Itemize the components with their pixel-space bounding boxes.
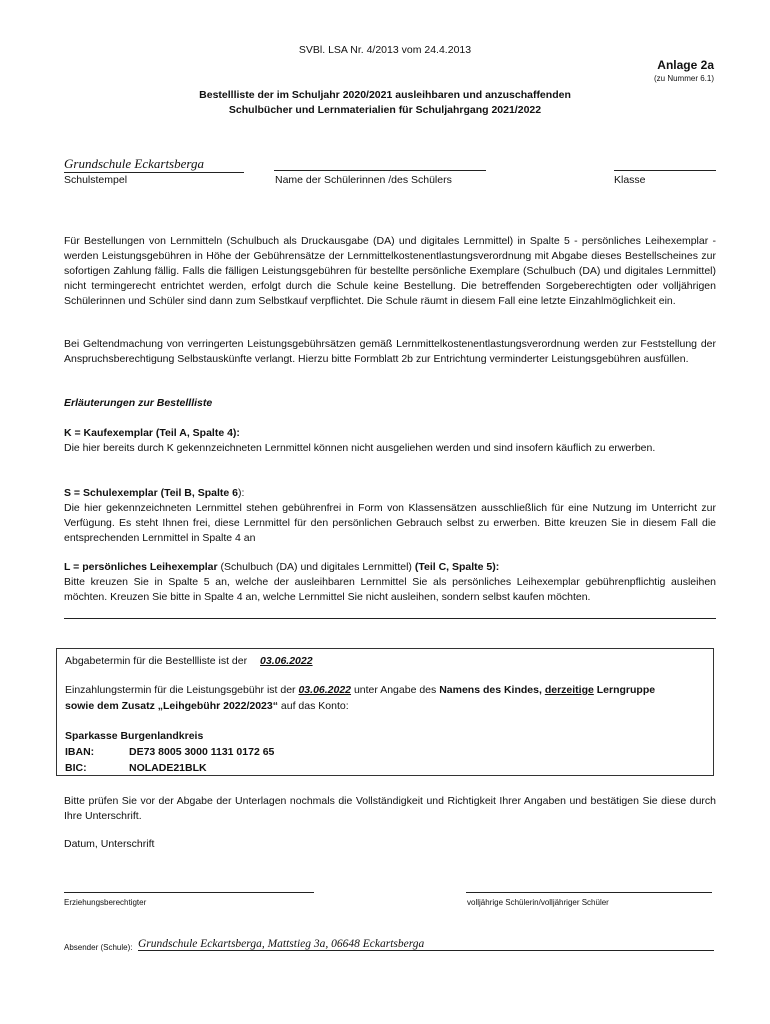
deadline-label: Abgabetermin für die Bestellliste ist der — [65, 655, 251, 667]
explanations-heading: Erläuterungen zur Bestellliste — [64, 397, 213, 409]
school-stamp-value: Grundschule Eckartsberga — [64, 156, 244, 173]
pay-child-name: Namens des Kindes, — [439, 684, 545, 696]
intro-paragraph-1: Für Bestellungen von Lernmitteln (Schulbuch als Druckausgabe (DA) und digitales Lernmittel) in Spalte 5 - persönliches Leihexemplar - werden Leistungsgebühren in Höhe der Gebührensätze der Lernmittelkostenentlastungsverordnung mit Abgabe dieses Bestellscheines zur sofortigen Zahlung fällig. Falls die fälligen Leistungsgebühren für bestellte persönliche Exemplare (Schulbuch (DA) und digitales Lernmittel) nicht termingerecht entrichtet werden, erfolgt durch die Schule keine Bestellung. Die betreffenden Sorgeberechtigten oder volljährigen Schülerinnen und Schüler sind dann zum Selbstkauf verpflichtet. Die Schule räumt in diesem Fall eine letzte Einzahlmöglichkeit ein. — [64, 235, 716, 307]
annex-label: Anlage 2a — [657, 58, 714, 72]
k-heading: K = Kaufexemplar (Teil A, Spalte 4): — [64, 427, 240, 439]
sender-value: Grundschule Eckartsberga, Mattstieg 3a, 06648 Eckartsberga — [138, 938, 714, 951]
bank-name: Sparkasse Burgenlandkreis — [65, 730, 204, 742]
deadline-value: 03.06.2022 — [260, 655, 313, 667]
iban-label: IBAN: — [65, 746, 95, 758]
iban-value: DE73 8005 3000 1131 0172 65 — [129, 746, 275, 758]
date-signature-label: Datum, Unterschrift — [64, 838, 155, 850]
guardian-signature-line[interactable] — [64, 892, 314, 893]
l-heading-end: (Teil C, Spalte 5): — [414, 561, 500, 573]
student-name-field[interactable] — [274, 170, 486, 171]
section-divider — [64, 618, 716, 619]
intro-paragraph-2: Bei Geltendmachung von verringerten Leistungsgebührsätzen gemäß Lernmittelkostenentlastungsverordnung werden zur Feststellung der Anspruchsberechtigung Selbstauskünfte verlangt. Hierzu bitte Formblatt 2b zur Entrichtung verminderter Leistungsgebühren ausfüllen. — [64, 338, 716, 365]
l-heading-mid: (Schulbuch (DA) und digitales Lernmittel) — [217, 561, 415, 573]
pay-current: derzeitige — [544, 684, 594, 696]
adult-student-label: volljährige Schülerin/volljähriger Schüler — [467, 898, 609, 907]
class-label: Klasse — [614, 174, 646, 186]
guardian-label: Erziehungsberechtigter — [64, 898, 147, 907]
legal-reference: SVBl. LSA Nr. 4/2013 vom 24.4.2013 — [298, 44, 472, 56]
s-heading: S = Schulexemplar (Teil B, Spalte 6 — [64, 487, 238, 499]
k-text: Die hier bereits durch K gekennzeichneten Lernmittel können nicht ausgeliehen werden und sind insofern käuflich zu erwerben. — [64, 442, 656, 454]
school-stamp-label: Schulstempel — [64, 174, 128, 186]
bic-value: NOLADE21BLK — [129, 762, 207, 774]
pay-label: Einzahlungstermin für die Leistungsgebühr ist der — [65, 684, 299, 696]
pay-date: 03.06.2022 — [298, 684, 352, 696]
section-l — [64, 560, 716, 605]
student-name-label: Name der Schülerinnen /des Schülers — [275, 174, 452, 186]
verification-note: Bitte prüfen Sie vor der Abgabe der Unterlagen nochmals die Vollständigkeit und Richtigkeit Ihrer Angaben und bestätigen Sie diese durch Ihre Unterschrift. — [64, 795, 716, 822]
pay-group: Lerngruppe — [593, 684, 656, 696]
pay-reference-note: sowie dem Zusatz „Leihgebühr 2022/2023“ — [65, 700, 278, 712]
class-field[interactable] — [614, 170, 716, 171]
student-signature-line[interactable] — [466, 892, 712, 893]
title-line-2: Schulbücher und Lernmaterialien für Schuljahrgang 2021/2022 — [228, 104, 542, 116]
title-line-1: Bestellliste der im Schuljahr 2020/2021 ausleihbaren und anzuschaffenden — [199, 89, 571, 101]
annex-note: (zu Nummer 6.1) — [653, 74, 714, 83]
l-heading: L = persönliches Leihexemplar — [64, 561, 218, 573]
s-heading-end: ): — [238, 487, 245, 499]
section-k — [64, 426, 716, 456]
sender-label: Absender (Schule): — [64, 943, 133, 952]
pay-reference-rest: auf das Konto: — [278, 700, 349, 712]
bic-label: BIC: — [65, 762, 87, 774]
l-text: Bitte kreuzen Sie in Spalte 5 an, welche der ausleihbaren Lernmittel Sie als persönliches Leihexemplar gebührenpflichtig ausleihen möchten. Kreuzen Sie bitte in Spalte 4 an, welche Lernmittel Sie nicht ausleihen, sondern selbst kaufen möchten. — [64, 576, 716, 603]
payment-info-box — [56, 648, 714, 776]
section-s — [64, 486, 716, 546]
pay-mid: unter Angabe des — [351, 684, 440, 696]
s-text: Die hier gekennzeichneten Lernmittel stehen gebührenfrei in Form von Klassensätzen ausschließlich für eine Nutzung im Unterricht zur Verfügung. Es steht Ihnen frei, diese Lernmittel für den persönlichen Gebrauch selbst zu erwerben. Bitte kreuzen Sie in diesem Fall die entsprechenden Lernmittel in Spalte 4 an — [64, 502, 716, 544]
